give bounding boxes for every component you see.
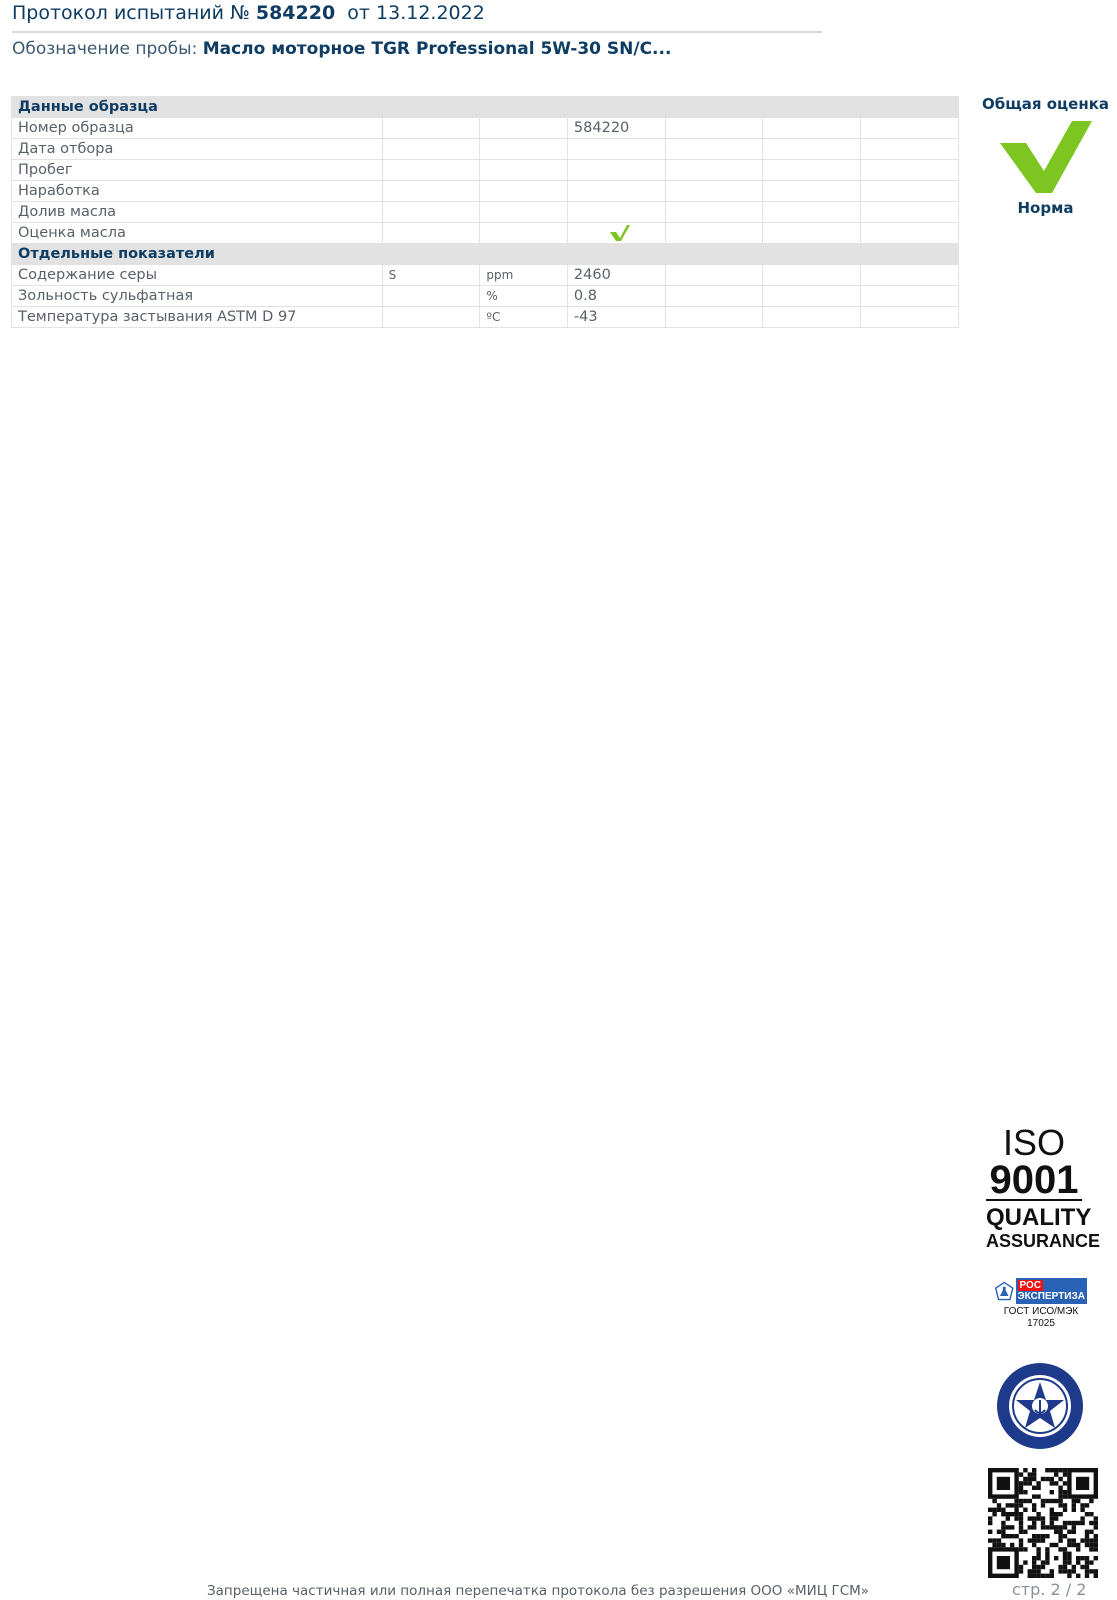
row-label: Пробег [12, 160, 383, 181]
overall-status: Норма [1017, 199, 1074, 217]
sample-designation [12, 39, 671, 59]
section-indicators [12, 244, 959, 265]
section-title: Отдельные показатели [12, 244, 959, 265]
results-table [11, 96, 959, 328]
protocol-date: 13.12.2022 [376, 2, 485, 24]
iso-9001-logo [986, 1122, 1101, 1251]
protocol-prefix: Протокол испытаний № [12, 2, 250, 24]
row-value: -43 [567, 307, 665, 328]
row-label: Зольность сульфатная [12, 286, 383, 307]
protocol-title [12, 2, 485, 24]
row-unit: ºC [480, 307, 568, 328]
row-label: Долив масла [12, 202, 383, 223]
overall-assessment [978, 95, 1113, 217]
row-symbol [382, 286, 480, 307]
ros-standard: ГОСТ ИСО/МЭК 17025 [1003, 1306, 1079, 1329]
row-label: Температура застывания ASTM D 97 [12, 307, 383, 328]
date-prefix: от [347, 2, 370, 24]
section-title: Данные образца [12, 97, 959, 118]
table-row [12, 181, 959, 202]
iso-number: 9001 [986, 1161, 1082, 1201]
iso-quality: QUALITY [986, 1204, 1092, 1231]
table-row [12, 160, 959, 181]
table-row [12, 118, 959, 139]
section-sample-data [12, 97, 959, 118]
row-value: 584220 [567, 118, 665, 139]
row-label: Номер образца [12, 118, 383, 139]
row-symbol: S [382, 265, 480, 286]
designation-label: Обозначение пробы: [12, 39, 198, 59]
table-row [12, 307, 959, 328]
row-value [567, 160, 665, 181]
registry-seal-icon [996, 1362, 1084, 1450]
ros-expertiza-logo [995, 1278, 1087, 1330]
table-row [12, 265, 959, 286]
ros-name-2: ЭКСПЕРТИЗА [1017, 1291, 1085, 1302]
row-unit: ppm [480, 265, 568, 286]
flask-badge-icon [995, 1278, 1014, 1304]
row-label: Дата отбора [12, 139, 383, 160]
overall-label: Общая оценка [981, 95, 1110, 113]
row-symbol [382, 307, 480, 328]
row-unit: % [480, 286, 568, 307]
qr-code-icon [988, 1468, 1098, 1578]
table-row [12, 223, 959, 244]
row-value-icon-cell [567, 223, 665, 244]
row-value: 2460 [567, 265, 665, 286]
reprint-notice: Запрещена частичная или полная перепечатка протокола без разрешения ООО «МИЦ ГСМ» [207, 1583, 870, 1599]
row-value: 0.8 [567, 286, 665, 307]
table-row [12, 286, 959, 307]
row-value [567, 139, 665, 160]
header-divider [12, 31, 822, 33]
iso-assurance: ASSURANCE [986, 1231, 1101, 1251]
row-label: Содержание серы [12, 265, 383, 286]
row-value [567, 202, 665, 223]
iso-text: ISO [1002, 1122, 1065, 1163]
ros-name-1: РОС [1019, 1280, 1042, 1291]
check-icon [1000, 121, 1092, 193]
page-number: стр. 2 / 2 [1012, 1580, 1087, 1599]
table-row [12, 139, 959, 160]
protocol-number: 584220 [255, 2, 336, 24]
row-label: Наработка [12, 181, 383, 202]
row-value [567, 181, 665, 202]
table-row [12, 202, 959, 223]
designation-value: Масло моторное TGR Professional 5W-30 SN/C... [202, 39, 672, 59]
check-icon [610, 225, 630, 241]
row-label: Оценка масла [12, 223, 383, 244]
